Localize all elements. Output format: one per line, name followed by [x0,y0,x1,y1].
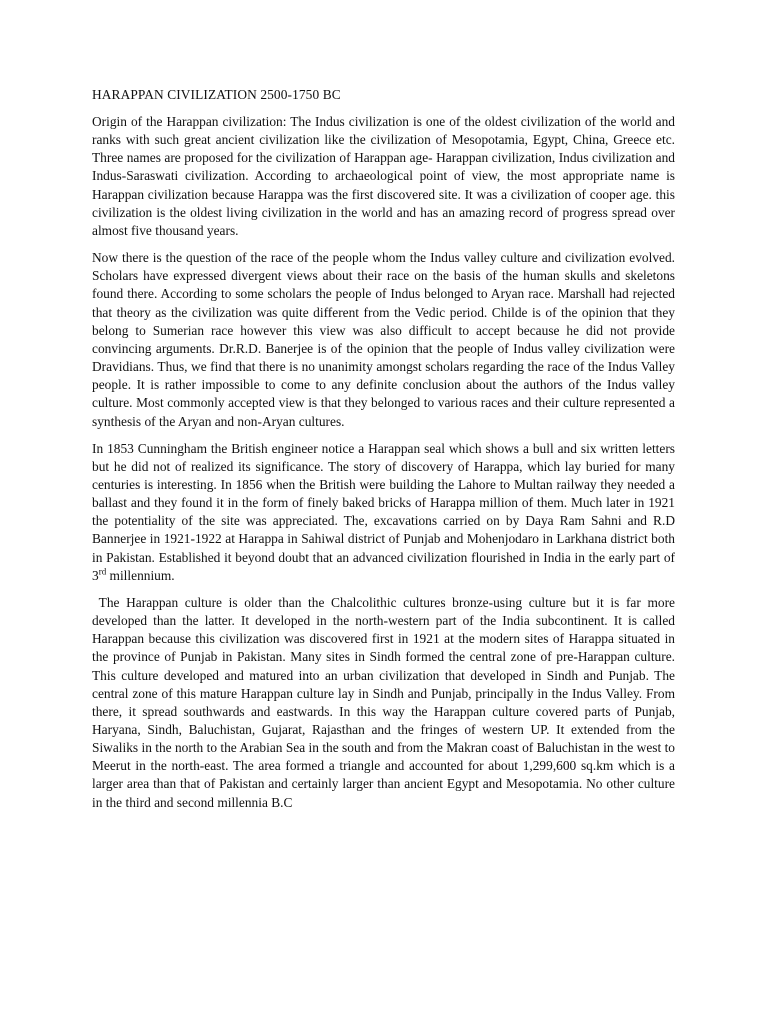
document-title: HARAPPAN CIVILIZATION 2500-1750 BC [92,87,341,102]
paragraph-discovery-end: millennium. [106,567,175,583]
paragraph-discovery-text: In 1853 Cunningham the British engineer notice a Harappan seal which shows a bull and six written letters but he did not of realized its significance. The story of discovery of Harappa, which lay buried for many centuries is interesting. In 1856 when the British were building the Lahore to Multan railway they needed a ballast and they found it in the form of finely baked bricks of Harappa million of them. Much later in 1921 the potentiality of the site was appreciated. The, excavations carried on by Daya Ram Sahni and R.D Bannerjee in 1921-1922 at Harappa in Sahiwal district of Punjab and Mohenjodaro in Larkhana district both in Pakistan. Established it beyond doubt that an advanced civilization flourished in India in the early part of 3 [92,440,675,583]
paragraph-origin: Origin of the Harappan civilization: The Indus civilization is one of the oldest civilization of the world and ranks with such great ancient civilization like the civilization of Mesopotamia, Egypt, China, Greece etc. Three names are proposed for the civilization of Harappan age- Harappan civilization, Indus civilization and Indus-Saraswati civilization. According to archaeological point of view, the most appropriate name is Harappan civilization because Harappa was the first discovered site. It was a civilization of cooper age. this civilization is the oldest living civilization in the world and has an amazing record of progress spread over almost five thousand years. [92,114,675,238]
paragraph-extent: The Harappan culture is older than the Chalcolithic cultures bronze-using culture but it is far more developed than the latter. It developed in the north-western part of the India subcontinent. It is called Harappan because this civilization was discovered first in 1921 at the modern sites of Harappa situated in the province of Punjab in Pakistan. Many sites in Sindh formed the central zone of pre-Harappan culture. This culture developed and matured into an urban civilization that developed in Sindh and Punjab. The central zone of this mature Harappan culture lay in Sindh and Punjab, principally in the Indus Valley. From there, it spread southwards and eastwards. In this way the Harappan culture covered parts of Punjab, Haryana, Sindh, Baluchistan, Gujarat, Rajasthan and the fringes of western UP. It extended from the Siwaliks in the north to the Arabian Sea in the south and from the Makran coast of Baluchistan in the west to Meerut in the north-east. The area formed a triangle and accounted for about 1,299,600 sq.km which is a larger area than that of Pakistan and certainly larger than ancient Egypt and Mesopotamia. No other culture in the third and second millennia B.C [92,594,679,810]
ordinal-superscript: rd [98,566,107,577]
document-body [92,86,679,821]
paragraph-race: Now there is the question of the race of the people whom the Indus valley culture and civilization evolved. Scholars have expressed divergent views about their race on the basis of the human skulls and skeletons found there. According to some scholars the people of Indus belonged to Aryan race. Marshall had rejected that theory as the civilization was quite different from the Vedic period. Childe is of the opinion that they belong to Sumerian race however this view was also difficult to accept because he did not provide convincing arguments. Dr.R.D. Banerjee is of the opinion that the people of Indus valley civilization were Dravidians. Thus, we find that there is no unanimity amongst scholars regarding the race of the Indus Valley people. It is rather impossible to come to any definite conclusion about the authors of the Indus valley culture. Most commonly accepted view is that they belonged to various races and their culture represented a synthesis of the Aryan and non-Aryan cultures. [92,250,675,429]
paragraph-discovery [92,440,675,585]
